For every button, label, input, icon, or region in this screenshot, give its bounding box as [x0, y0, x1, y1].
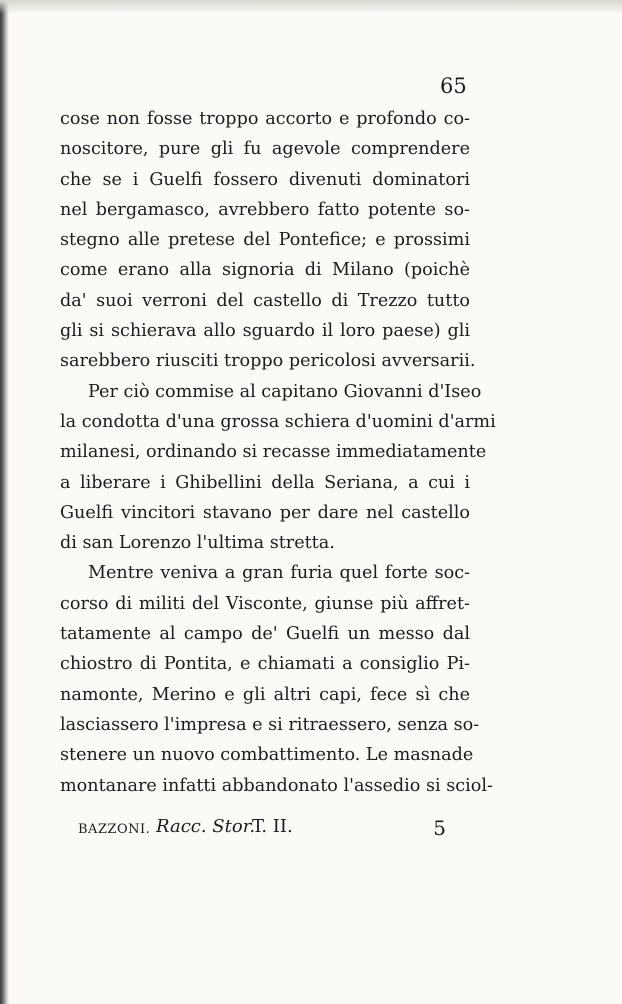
text-line: da' suoi verroni del castello di Trezzo tutto: [60, 290, 470, 311]
footer-volume: T. II.: [252, 816, 293, 837]
footer-title: Racc. Stor.: [156, 816, 256, 837]
body-text: [60, 104, 496, 801]
text-line: la condotta d'una grossa schiera d'uomini d'armi: [60, 411, 496, 432]
signature-mark: 5: [433, 816, 446, 840]
text-line: lasciassero l'impresa e si ritraessero, senza so-: [60, 714, 480, 735]
text-line: nel bergamasco, avrebbero fatto potente so-: [60, 199, 470, 220]
paragraph-start-line: Mentre veniva a gran furia quel forte soc-: [88, 563, 470, 584]
page-top-shadow: [0, 0, 622, 14]
text-line: tatamente al campo de' Guelfi un messo dal: [60, 624, 470, 645]
text-line: Guelfi vincitori stavano per dare nel castello: [60, 502, 470, 523]
printer-signature: BAZZONI.: [78, 822, 151, 837]
text-line: gli si schierava allo sguardo il loro paese) gli: [60, 321, 470, 342]
text-line: chiostro di Pontita, e chiamati a consiglio Pi-: [60, 654, 470, 675]
text-line: milanesi, ordinando si recasse immediatamente: [60, 442, 487, 463]
text-line: a liberare i Ghibellini della Seriana, a cui i: [60, 472, 470, 493]
text-line: noscitore, pure gli fu agevole comprendere: [60, 139, 470, 160]
text-line: montanare infatti abbandonato l'assedio si sciol-: [60, 775, 493, 796]
text-line: come erano alla signoria di Milano (poichè: [60, 260, 470, 281]
page-footer: [78, 812, 446, 844]
paragraph-start-line: Per ciò commise al capitano Giovanni d'Iseo: [88, 381, 482, 402]
text-line: che se i Guelfi fossero divenuti dominatori: [60, 169, 470, 190]
text-line: namonte, Merino e gli altri capi, fece sì che: [60, 684, 470, 705]
text-line: stenere un nuovo combattimento. Le masnade: [60, 745, 474, 766]
text-line: di san Lorenzo l'ultima stretta.: [60, 533, 335, 554]
page-number: 65: [440, 74, 467, 98]
text-line: sarebbero riusciti troppo pericolosi avversarii.: [60, 351, 476, 372]
text-line: stegno alle pretese del Pontefice; e prossimi: [60, 230, 470, 251]
text-line: corso di militi del Visconte, giunse più affret-: [60, 593, 470, 614]
text-line: cose non fosse troppo accorto e profondo co-: [60, 109, 470, 129]
book-gutter-edge: [0, 0, 9, 1004]
